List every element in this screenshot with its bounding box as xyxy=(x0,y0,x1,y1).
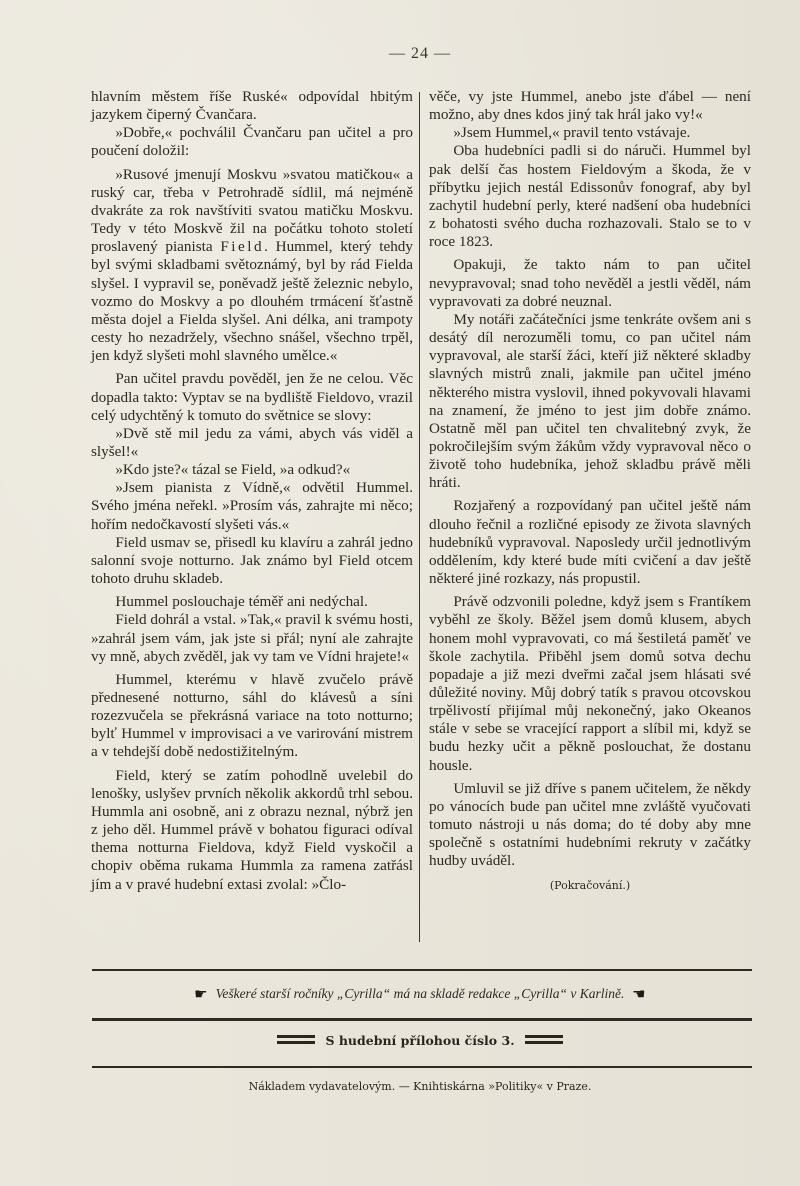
imprint: Nákladem vydavatelovým. — Knihtiskárna »Politiky« v Praze. xyxy=(248,1080,592,1093)
paragraph: Field usmav se, přisedl ku klavíru a zahrál jedno salonní svoje notturno. Jak známo byl Field otcem tohoto druhu skladeb. xyxy=(91,533,413,588)
paragraph: Právě odzvonili poledne, když jsem s Frantíkem vyběhl ze školy. Běžel jsem domů klusem, abych honem mohl vypravovati, co má šestiletá paměť ve škole zachytila. Přiběhl jsem domů sotva dechu popadaje a již mezi dveřmi začal jsem hlásati své důležité noviny. Můj dobrý tatík s pravou otcovskou trpělivostí přijímal můj nekonečný, jako Okeanos stále v sebe se vracející rapport a slíbil mi, když se budu hezky učit a pěkně poslouchat, že dostanu housle. xyxy=(429,593,751,774)
horizontal-rule xyxy=(92,1018,752,1021)
page-number: — 24 — xyxy=(389,45,451,62)
continued-note: (Pokračování.) xyxy=(549,878,631,892)
paragraph: »Jsem pianista z Vídně,« odvětil Hummel. Svého jména neřekl. »Prosím vás, zahrajte mi něco; hořím nedočkavostí slyšeti vás.« xyxy=(91,479,413,533)
double-bar-ornament xyxy=(277,1035,315,1044)
paragraph: Umluvil se již dříve s panem učitelem, že někdy po vánocích bude pan učitel mne zvláště vyučovati tomuto nástroji u nás doma; do té doby aby mne společně s ostatními hudebními rekruty v začátky hudby uváděl. xyxy=(429,779,751,870)
paragraph: Oba hudebníci padli si do náruči. Hummel byl pak delší čas hostem Fieldovým a škoda, že v příbytku jejich nestál Edissonův fonograf, aby byl zachytil hudební perly, které nadšení oba hudebníci z bohatosti svého ducha rozhazovali. Stalo se to v roce 1823. xyxy=(429,142,751,251)
paragraph: Hummel, kterému v hlavě zvučelo právě přednesené notturno, sáhl do klávesů a síni rozezvučela se překrásná variace na toto notturno; bylť Hummel v improvisaci a ve varirování mistrem a v tehdejší době nedostižitelným. xyxy=(91,670,413,761)
paragraph: Field dohrál a vstal. »Tak,« pravil k svému hosti, »zahrál jsem vám, jak jste si přál; nyní ale zahrajte vy mně, abych zvěděl, jak vy tam ve Vídni hrajete!« xyxy=(91,611,413,665)
paragraph xyxy=(91,166,413,366)
paragraph: »Dvě stě mil jedu za vámi, abych vás viděl a slyšel!« xyxy=(91,424,413,460)
notice-text: Veškeré starší ročníky „Cyrilla“ má na skladě redakce „Cyrilla“ v Karlině. xyxy=(215,986,625,1001)
notice-line xyxy=(0,985,800,1004)
left-column xyxy=(91,88,413,894)
paragraph: věče, vy jste Hummel, anebo jste ďábel — není možno, aby dnes kdos jiný tak hrál jako vy!« xyxy=(429,88,751,124)
paragraph: Hummel poslouchaje téměř ani nedýchal. xyxy=(115,593,368,611)
paragraph-text: »Rusové jmenují Moskvu »svatou matičkou« a ruský car, třeba v Petrohradě sídlil, má nejméně dvakráte za rok navštíviti svatou matičku Moskvu. Tedy v této Moskvě žil na počátku tohoto století proslavený pianista xyxy=(91,165,413,256)
paragraph: »Dobře,« pochválil Čvančaru pan učitel a pro poučení doložil: xyxy=(91,124,413,160)
paragraph: Rozjařený a rozpovídaný pan učitel ještě nám dlouho řečnil a rozličné episody ze života slavných hudebníků vypravoval. Naposledy určil jednotlivým oddělením, kdy které bude míti cvičení a dav ještě některé jiné rozkazy, nás propustil. xyxy=(429,497,751,588)
paragraph: »Jsem Hummel,« pravil tento vstávaje. xyxy=(453,124,691,142)
double-bar-ornament xyxy=(525,1035,563,1044)
supplement-text: S hudební přílohou číslo 3. xyxy=(325,1033,515,1048)
pointing-hand-icon: ☛ xyxy=(194,987,208,1003)
paragraph: »Kdo jste?« tázal se Field, »a odkud?« xyxy=(115,461,351,479)
horizontal-rule xyxy=(92,1066,752,1068)
column-divider xyxy=(419,92,420,942)
supplement-line xyxy=(0,1033,800,1048)
paragraph: My notáři začátečníci jsme tenkráte ovšem ani s desátý díl nerozuměli tomu, co pan učitel nám vypravoval, ale starší žáci, kteří již některé skladby slavných mistrů znali, jakmile pan učitel jméno některého mistra vyslovil, ihned pokyvovali hlavami na znamení, že jméno to jest jim dobře známo. Ostatně měl pan učitel ten chvalitebný zvyk, že pokročilejším svým žákům vždy vypravoval něco o životě toho hudebníka, jehož skladbu právě měli hráti. xyxy=(429,310,751,492)
right-column xyxy=(429,88,751,895)
paragraph-text: . Hummel, který tehdy byl svými skladbami světoznámý, byl by rád Fielda slyšel. I vypravil se, poněvadž ještě železnic nebylo, vozmo do Moskvy a po dlouhém trmácení šťastně města dojel a Fielda slyšel. Ani délka, ani trampoty cesty ho nezadržely, všechno snášel, všechno trpěl, jen když slyšeti mohl slavného umělce.« xyxy=(91,238,413,365)
horizontal-rule xyxy=(92,969,752,971)
paragraph: Opakuji, že takto nám to pan učitel nevypravoval; snad toho nevěděl a jestli věděl, nám vypravovati za dobré neuznal. xyxy=(429,256,751,310)
paragraph: hlavním městem říše Ruské« odpovídal hbitým jazykem čiperný Čvančara. xyxy=(91,88,413,124)
paragraph: Pan učitel pravdu pověděl, jen že ne celou. Věc dopadla takto: Vyptav se na bydliště Fieldovo, vrazil celý udychtěný k tomuto do světnice se slovy: xyxy=(91,370,413,424)
emphasized-name: Field xyxy=(220,238,265,256)
paragraph: Field, který se zatím pohodlně uvelebil do lenošky, uslyšev prvních několik akkordů trhl sebou. Hummla ani osobně, ani z obrazu neznal, nýbrž jen z jeho děl. Hummel právě v bohatou figuraci odíval thema notturna Fieldova, když Field vyskočil a chopiv oběma rukama Hummla za ramena zatřásl jím a v pravé hudební extasi zvolal: »Člo- xyxy=(91,766,413,893)
pointing-hand-icon: ☛ xyxy=(632,987,646,1003)
